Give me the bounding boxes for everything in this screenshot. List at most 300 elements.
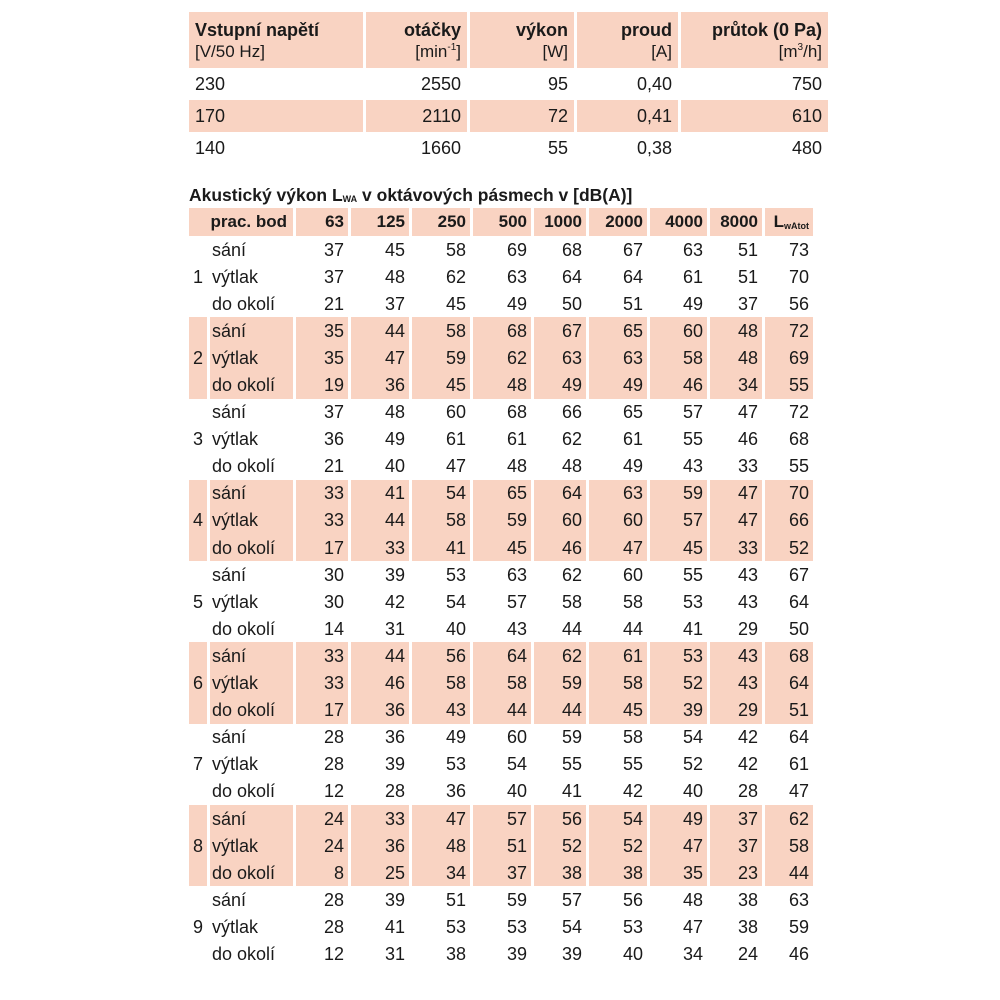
cell-point-id: 3 xyxy=(189,426,207,453)
header-unit: [W] xyxy=(542,42,568,61)
cell-band-value: 40 xyxy=(589,940,647,967)
cell-total: 58 xyxy=(765,832,813,859)
header-total: $L_{wAtot}$ xyxy=(765,208,813,236)
cell-point-id: 6 xyxy=(189,670,207,697)
cell-band-value: 38 xyxy=(534,859,586,886)
cell-band-value: 28 xyxy=(296,886,348,913)
cell-band-value: 36 xyxy=(296,426,348,453)
cell-band-value: 54 xyxy=(589,805,647,832)
table-row xyxy=(189,615,813,642)
table-row xyxy=(189,507,813,534)
cell-band-value: 51 xyxy=(412,886,470,913)
cell-band-value: 29 xyxy=(710,615,762,642)
header-band: 1000 xyxy=(534,208,586,236)
cell-band-value: 51 xyxy=(589,290,647,317)
cell-speed: 1660 xyxy=(420,137,461,158)
cell-band-value: 44 xyxy=(351,507,409,534)
cell-band-value: 61 xyxy=(589,642,647,669)
cell-band-value: 52 xyxy=(650,751,707,778)
cell-band-value: 54 xyxy=(534,913,586,940)
cell-band-value: 63 xyxy=(650,236,707,263)
cell-band-value: 44 xyxy=(351,317,409,344)
cell-point-id xyxy=(189,886,207,913)
cell-band-value: 44 xyxy=(351,642,409,669)
cell-total: 55 xyxy=(765,453,813,480)
cell-band-value: 42 xyxy=(589,778,647,805)
cell-measurement-label: sání xyxy=(210,561,293,588)
cell-point-id: 2 xyxy=(189,344,207,371)
cell-band-value: 58 xyxy=(650,344,707,371)
cell-band-value: 54 xyxy=(650,724,707,751)
table-row xyxy=(189,588,813,615)
cell-band-value: 33 xyxy=(351,534,409,561)
cell-band-value: 14 xyxy=(296,615,348,642)
cell-point-id: 9 xyxy=(189,913,207,940)
cell-band-value: 43 xyxy=(710,561,762,588)
cell-band-value: 43 xyxy=(473,615,531,642)
cell-band-value: 49 xyxy=(534,371,586,398)
cell-point-id xyxy=(189,371,207,398)
cell-band-value: 62 xyxy=(534,561,586,588)
cell-measurement-label: do okolí xyxy=(210,615,293,642)
header-unit: [V/50 Hz] xyxy=(195,42,265,61)
cell-band-value: 47 xyxy=(710,399,762,426)
cell-total: 66 xyxy=(765,507,813,534)
cell-voltage: 140 xyxy=(195,137,226,158)
operating-point-group xyxy=(189,805,813,886)
table-row xyxy=(189,263,813,290)
cell-band-value: 54 xyxy=(473,751,531,778)
cell-band-value: 55 xyxy=(534,751,586,778)
cell-band-value: 69 xyxy=(473,236,531,263)
cell-band-value: 17 xyxy=(296,534,348,561)
table-row xyxy=(189,886,813,913)
cell-band-value: 55 xyxy=(650,426,707,453)
cell-measurement-label: výtlak xyxy=(210,832,293,859)
cell-band-value: 54 xyxy=(412,480,470,507)
cell-band-value: 45 xyxy=(473,534,531,561)
header-airflow xyxy=(681,12,828,68)
cell-band-value: 37 xyxy=(710,805,762,832)
cell-airflow: 610 xyxy=(681,100,828,132)
cell-band-value: 52 xyxy=(589,832,647,859)
cell-band-value: 37 xyxy=(296,399,348,426)
table-row xyxy=(189,132,828,164)
cell-band-value: 33 xyxy=(296,670,348,697)
cell-band-value: 62 xyxy=(534,642,586,669)
cell-measurement-label: do okolí xyxy=(210,940,293,967)
cell-band-value: 47 xyxy=(351,344,409,371)
cell-measurement-label: sání xyxy=(210,724,293,751)
cell-band-value: 52 xyxy=(650,670,707,697)
cell-band-value: 8 xyxy=(296,859,348,886)
cell-band-value: 51 xyxy=(473,832,531,859)
cell-band-value: 39 xyxy=(473,940,531,967)
cell-band-value: 63 xyxy=(534,344,586,371)
cell-band-value: 65 xyxy=(589,317,647,344)
cell-total: 70 xyxy=(765,480,813,507)
operating-point-group xyxy=(189,561,813,642)
cell-band-value: 49 xyxy=(650,290,707,317)
cell-current: 0,40 xyxy=(636,73,672,94)
cell-band-value: 53 xyxy=(412,561,470,588)
cell-band-value: 62 xyxy=(534,426,586,453)
cell-band-value: 25 xyxy=(351,859,409,886)
cell-band-value: 36 xyxy=(351,832,409,859)
table-row xyxy=(189,100,828,132)
operating-point-group xyxy=(189,724,813,805)
cell-power: 72 xyxy=(470,100,574,132)
cell-total: 51 xyxy=(765,697,813,724)
cell-band-value: 39 xyxy=(351,886,409,913)
cell-band-value: 58 xyxy=(473,670,531,697)
cell-band-value: 49 xyxy=(589,371,647,398)
cell-measurement-label: do okolí xyxy=(210,290,293,317)
cell-band-value: 43 xyxy=(710,670,762,697)
table-row xyxy=(189,534,813,561)
cell-measurement-label: sání xyxy=(210,805,293,832)
cell-point-id xyxy=(189,480,207,507)
cell-band-value: 64 xyxy=(473,642,531,669)
acoustic-header-row xyxy=(189,208,813,236)
header-band: 4000 xyxy=(650,208,707,236)
cell-total: 68 xyxy=(765,642,813,669)
header-unit: [A] xyxy=(651,42,672,61)
cell-band-value: 36 xyxy=(412,778,470,805)
cell-band-value: 21 xyxy=(296,290,348,317)
cell-band-value: 63 xyxy=(473,263,531,290)
cell-band-value: 59 xyxy=(473,507,531,534)
cell-band-value: 56 xyxy=(412,642,470,669)
table-row xyxy=(189,236,813,263)
cell-band-value: 67 xyxy=(589,236,647,263)
cell-band-value: 44 xyxy=(534,615,586,642)
cell-point-id xyxy=(189,940,207,967)
cell-point-id xyxy=(189,724,207,751)
cell-band-value: 37 xyxy=(710,290,762,317)
cell-band-value: 47 xyxy=(412,453,470,480)
cell-band-value: 57 xyxy=(650,507,707,534)
operating-point-group xyxy=(189,642,813,723)
cell-total: 72 xyxy=(765,399,813,426)
cell-band-value: 49 xyxy=(589,453,647,480)
cell-band-value: 45 xyxy=(650,534,707,561)
header-unit: $[m^3/h]$ xyxy=(778,42,822,61)
cell-band-value: 49 xyxy=(473,290,531,317)
cell-current: 0,41 xyxy=(577,100,678,132)
cell-band-value: 52 xyxy=(534,832,586,859)
cell-measurement-label: do okolí xyxy=(210,778,293,805)
cell-band-value: 24 xyxy=(296,832,348,859)
cell-band-value: 45 xyxy=(412,371,470,398)
cell-band-value: 38 xyxy=(412,940,470,967)
cell-band-value: 66 xyxy=(534,399,586,426)
acoustic-table xyxy=(186,208,816,968)
cell-point-id: 4 xyxy=(189,507,207,534)
cell-band-value: 53 xyxy=(412,913,470,940)
cell-band-value: 44 xyxy=(473,697,531,724)
cell-band-value: 68 xyxy=(473,399,531,426)
cell-band-value: 12 xyxy=(296,778,348,805)
cell-band-value: 39 xyxy=(351,751,409,778)
cell-band-value: 46 xyxy=(534,534,586,561)
cell-band-value: 58 xyxy=(589,588,647,615)
cell-band-value: 41 xyxy=(650,615,707,642)
cell-measurement-label: výtlak xyxy=(210,913,293,940)
table-row xyxy=(189,805,813,832)
header-band: 500 xyxy=(473,208,531,236)
table-row xyxy=(189,697,813,724)
cell-band-value: 40 xyxy=(473,778,531,805)
cell-band-value: 37 xyxy=(296,236,348,263)
cell-band-value: 31 xyxy=(351,615,409,642)
cell-band-value: 48 xyxy=(710,317,762,344)
cell-total: 52 xyxy=(765,534,813,561)
electrical-header-row xyxy=(189,12,828,68)
cell-band-value: 59 xyxy=(534,670,586,697)
cell-band-value: 68 xyxy=(473,317,531,344)
cell-band-value: 51 xyxy=(710,236,762,263)
cell-band-value: 49 xyxy=(650,805,707,832)
cell-measurement-label: výtlak xyxy=(210,751,293,778)
cell-band-value: 58 xyxy=(412,507,470,534)
cell-measurement-label: výtlak xyxy=(210,670,293,697)
cell-band-value: 61 xyxy=(589,426,647,453)
cell-band-value: 43 xyxy=(650,453,707,480)
cell-point-id xyxy=(189,642,207,669)
cell-band-value: 37 xyxy=(710,832,762,859)
cell-band-value: 63 xyxy=(589,480,647,507)
table-row xyxy=(189,751,813,778)
cell-band-value: 34 xyxy=(650,940,707,967)
cell-voltage: 230 xyxy=(195,73,226,94)
table-row xyxy=(189,290,813,317)
cell-band-value: 44 xyxy=(589,615,647,642)
table-row xyxy=(189,426,813,453)
cell-band-value: 49 xyxy=(412,724,470,751)
table-row xyxy=(189,832,813,859)
cell-band-value: 35 xyxy=(296,344,348,371)
cell-band-value: 23 xyxy=(710,859,762,886)
cell-band-value: 65 xyxy=(589,399,647,426)
header-title: proud xyxy=(621,20,672,40)
cell-total: 55 xyxy=(765,371,813,398)
operating-point-group xyxy=(189,480,813,561)
cell-point-id: 7 xyxy=(189,751,207,778)
header-band: 63 xyxy=(296,208,348,236)
cell-band-value: 47 xyxy=(710,507,762,534)
cell-point-id xyxy=(189,805,207,832)
header-title: průtok (0 Pa) xyxy=(711,20,822,40)
cell-band-value: 60 xyxy=(412,399,470,426)
cell-band-value: 47 xyxy=(412,805,470,832)
cell-band-value: 57 xyxy=(473,805,531,832)
cell-band-value: 48 xyxy=(710,344,762,371)
cell-band-value: 59 xyxy=(534,724,586,751)
cell-band-value: 57 xyxy=(534,886,586,913)
acoustic-title: Akustický výkon LWA v oktávových pásmech v [dB(A)] xyxy=(189,185,633,205)
table-row xyxy=(189,344,813,371)
cell-point-id xyxy=(189,615,207,642)
cell-band-value: 60 xyxy=(589,561,647,588)
cell-band-value: 48 xyxy=(351,263,409,290)
cell-band-value: 48 xyxy=(650,886,707,913)
cell-total: 59 xyxy=(765,913,813,940)
table-row xyxy=(189,453,813,480)
table-row xyxy=(189,399,813,426)
cell-total: 62 xyxy=(765,805,813,832)
cell-band-value: 49 xyxy=(351,426,409,453)
cell-band-value: 28 xyxy=(710,778,762,805)
cell-band-value: 57 xyxy=(650,399,707,426)
cell-band-value: 33 xyxy=(296,642,348,669)
cell-measurement-label: sání xyxy=(210,642,293,669)
cell-band-value: 42 xyxy=(351,588,409,615)
cell-current: 0,38 xyxy=(636,137,672,158)
cell-band-value: 54 xyxy=(412,588,470,615)
cell-total: 69 xyxy=(765,344,813,371)
cell-band-value: 24 xyxy=(710,940,762,967)
header-speed xyxy=(366,12,467,68)
cell-measurement-label: sání xyxy=(210,886,293,913)
cell-total: 47 xyxy=(765,778,813,805)
cell-total: 64 xyxy=(765,724,813,751)
cell-total: 64 xyxy=(765,588,813,615)
cell-band-value: 48 xyxy=(412,832,470,859)
header-operating-point: prac. bod xyxy=(189,208,293,236)
cell-band-value: 47 xyxy=(589,534,647,561)
cell-point-id xyxy=(189,778,207,805)
spec-sheet xyxy=(189,12,822,968)
cell-band-value: 37 xyxy=(296,263,348,290)
cell-band-value: 41 xyxy=(351,480,409,507)
cell-total: 73 xyxy=(765,236,813,263)
header-title: Vstupní napětí xyxy=(195,20,320,40)
cell-band-value: 50 xyxy=(534,290,586,317)
cell-measurement-label: výtlak xyxy=(210,426,293,453)
operating-point-group xyxy=(189,236,813,317)
cell-band-value: 51 xyxy=(710,263,762,290)
cell-band-value: 39 xyxy=(534,940,586,967)
cell-band-value: 36 xyxy=(351,697,409,724)
cell-band-value: 53 xyxy=(650,588,707,615)
cell-band-value: 42 xyxy=(710,751,762,778)
table-row xyxy=(189,859,813,886)
cell-point-id xyxy=(189,697,207,724)
table-row xyxy=(189,480,813,507)
cell-point-id xyxy=(189,317,207,344)
cell-band-value: 48 xyxy=(473,453,531,480)
cell-speed: 2110 xyxy=(366,100,467,132)
cell-band-value: 43 xyxy=(412,697,470,724)
cell-band-value: 39 xyxy=(650,697,707,724)
cell-band-value: 48 xyxy=(534,453,586,480)
cell-measurement-label: do okolí xyxy=(210,534,293,561)
cell-total: 50 xyxy=(765,615,813,642)
cell-band-value: 42 xyxy=(710,724,762,751)
cell-band-value: 46 xyxy=(710,426,762,453)
cell-band-value: 46 xyxy=(351,670,409,697)
cell-measurement-label: výtlak xyxy=(210,344,293,371)
cell-band-value: 62 xyxy=(473,344,531,371)
cell-band-value: 47 xyxy=(710,480,762,507)
cell-band-value: 30 xyxy=(296,588,348,615)
cell-band-value: 34 xyxy=(412,859,470,886)
cell-band-value: 33 xyxy=(351,805,409,832)
cell-measurement-label: do okolí xyxy=(210,859,293,886)
cell-point-id: 5 xyxy=(189,588,207,615)
cell-band-value: 58 xyxy=(589,670,647,697)
cell-speed: 2550 xyxy=(420,73,461,94)
header-band: 2000 xyxy=(589,208,647,236)
cell-band-value: 63 xyxy=(473,561,531,588)
cell-measurement-label: do okolí xyxy=(210,371,293,398)
cell-total: 46 xyxy=(765,940,813,967)
header-band: 8000 xyxy=(710,208,762,236)
table-row xyxy=(189,317,813,344)
cell-band-value: 37 xyxy=(351,290,409,317)
cell-band-value: 60 xyxy=(534,507,586,534)
cell-band-value: 37 xyxy=(473,859,531,886)
operating-point-group xyxy=(189,399,813,480)
cell-point-id: 8 xyxy=(189,832,207,859)
cell-band-value: 56 xyxy=(534,805,586,832)
cell-band-value: 60 xyxy=(650,317,707,344)
cell-band-value: 45 xyxy=(412,290,470,317)
cell-band-value: 43 xyxy=(710,588,762,615)
cell-total: 56 xyxy=(765,290,813,317)
cell-band-value: 21 xyxy=(296,453,348,480)
cell-band-value: 28 xyxy=(351,778,409,805)
cell-band-value: 62 xyxy=(412,263,470,290)
operating-point-group xyxy=(189,886,813,967)
cell-band-value: 68 xyxy=(534,236,586,263)
cell-band-value: 43 xyxy=(710,642,762,669)
cell-band-value: 48 xyxy=(473,371,531,398)
table-row xyxy=(189,642,813,669)
table-row xyxy=(189,670,813,697)
cell-band-value: 41 xyxy=(534,778,586,805)
cell-band-value: 33 xyxy=(710,534,762,561)
cell-band-value: 53 xyxy=(589,913,647,940)
cell-measurement-label: do okolí xyxy=(210,697,293,724)
cell-band-value: 56 xyxy=(589,886,647,913)
cell-band-value: 61 xyxy=(412,426,470,453)
cell-band-value: 28 xyxy=(296,913,348,940)
table-row xyxy=(189,724,813,751)
table-row xyxy=(189,371,813,398)
header-band: 125 xyxy=(351,208,409,236)
cell-point-id xyxy=(189,561,207,588)
header-title: otáčky xyxy=(403,20,461,40)
cell-band-value: 38 xyxy=(589,859,647,886)
cell-band-value: 41 xyxy=(412,534,470,561)
cell-band-value: 28 xyxy=(296,724,348,751)
cell-band-value: 31 xyxy=(351,940,409,967)
header-voltage xyxy=(189,12,363,68)
cell-voltage: 170 xyxy=(189,100,363,132)
header-title: výkon xyxy=(515,20,568,40)
cell-band-value: 44 xyxy=(534,697,586,724)
cell-airflow: 480 xyxy=(791,137,822,158)
cell-measurement-label: sání xyxy=(210,236,293,263)
cell-band-value: 46 xyxy=(650,371,707,398)
cell-measurement-label: výtlak xyxy=(210,588,293,615)
cell-band-value: 33 xyxy=(710,453,762,480)
cell-band-value: 53 xyxy=(650,642,707,669)
cell-total: 61 xyxy=(765,751,813,778)
cell-band-value: 64 xyxy=(589,263,647,290)
